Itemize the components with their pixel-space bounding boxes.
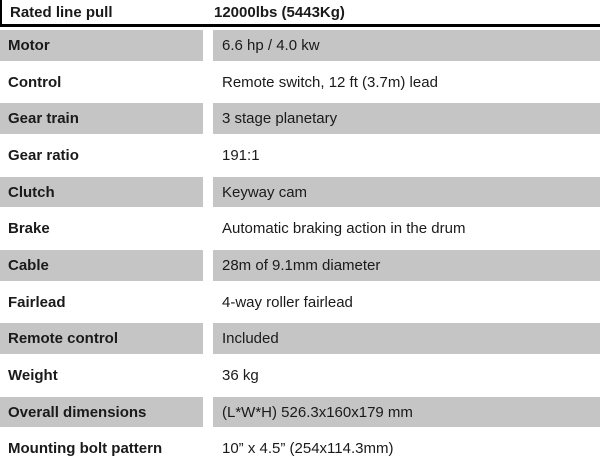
table-row [0, 357, 600, 394]
table-row [0, 284, 600, 321]
spec-value: 28m of 9.1mm diameter [213, 250, 600, 281]
spec-label: Gear train [0, 103, 203, 134]
table-row [0, 394, 600, 431]
spec-rows [0, 27, 600, 467]
spec-header-value: 12000lbs (5443Kg) [214, 3, 345, 21]
spec-label: Motor [0, 30, 203, 61]
spec-value: Automatic braking action in the drum [213, 213, 600, 244]
table-row [0, 174, 600, 211]
table-row [0, 320, 600, 357]
spec-label: Brake [0, 213, 203, 244]
table-row [0, 210, 600, 247]
table-row [0, 430, 600, 467]
spec-value: Included [213, 323, 600, 354]
spec-label: Control [0, 67, 203, 98]
spec-value: Keyway cam [213, 177, 600, 208]
spec-value: 191:1 [213, 140, 600, 171]
spec-value: Remote switch, 12 ft (3.7m) lead [213, 67, 600, 98]
spec-label: Cable [0, 250, 203, 281]
spec-label: Mounting bolt pattern [0, 433, 203, 464]
spec-label: Remote control [0, 323, 203, 354]
spec-value: 10” x 4.5” (254x114.3mm) [213, 433, 600, 464]
table-row [0, 137, 600, 174]
spec-label: Gear ratio [0, 140, 203, 171]
table-row [0, 27, 600, 64]
spec-value: 36 kg [213, 360, 600, 391]
spec-value: 6.6 hp / 4.0 kw [213, 30, 600, 61]
spec-header-row [0, 0, 600, 24]
spec-label: Fairlead [0, 287, 203, 318]
spec-label: Weight [0, 360, 203, 391]
spec-label: Clutch [0, 177, 203, 208]
table-row [0, 247, 600, 284]
spec-value: 3 stage planetary [213, 103, 600, 134]
table-row [0, 64, 600, 101]
spec-header-label: Rated line pull [10, 3, 113, 21]
table-row [0, 100, 600, 137]
spec-value: (L*W*H) 526.3x160x179 mm [213, 397, 600, 428]
spec-value: 4-way roller fairlead [213, 287, 600, 318]
spec-label: Overall dimensions [0, 397, 203, 428]
